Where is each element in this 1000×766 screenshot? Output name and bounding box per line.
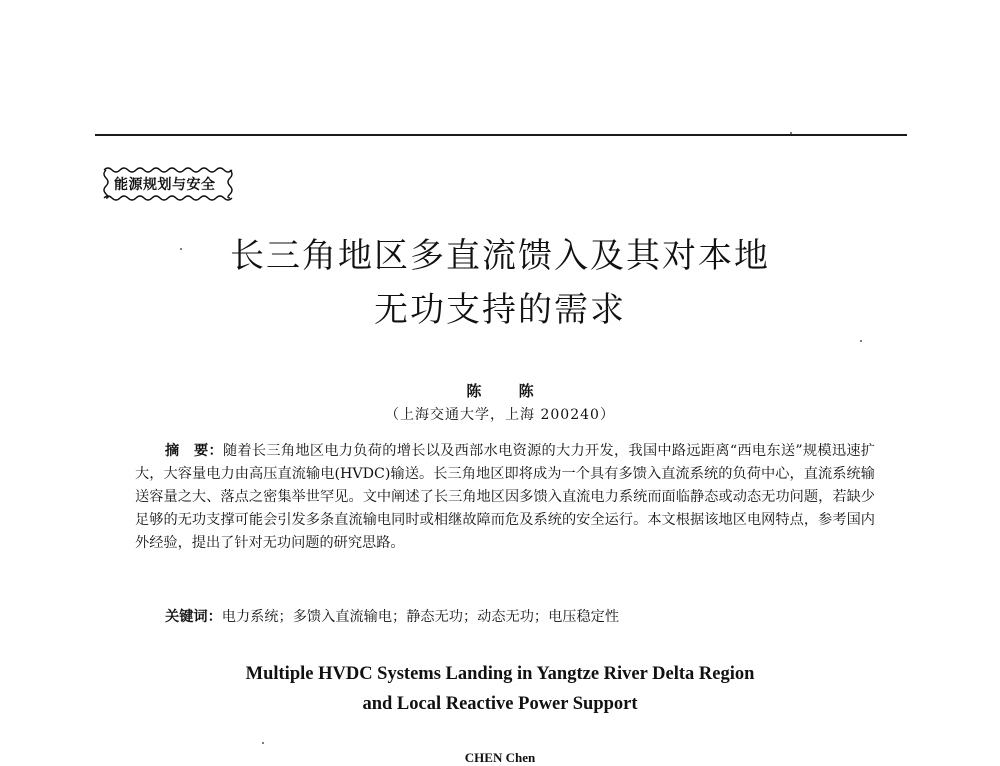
english-title-line-2: and Local Reactive Power Support: [362, 694, 638, 714]
header-rule: [95, 134, 907, 136]
section-tag-label: 能源规划与安全: [114, 177, 216, 193]
scan-speck: [180, 248, 182, 250]
keywords-label: 关键词：: [165, 609, 222, 625]
abstract-label: 摘 要：: [165, 443, 223, 459]
section-tag: [100, 165, 236, 203]
english-title-line-1: Multiple HVDC Systems Landing in Yangtze River Delta Region: [245, 664, 755, 684]
scan-speck: [262, 742, 264, 744]
paper-title-line-1: 长三角地区多直流馈入及其对本地: [230, 236, 770, 276]
keywords-text: 电力系统；多馈入直流输电；静态无功；动态无功；电压稳定性: [221, 609, 620, 625]
scan-speck: [860, 340, 862, 342]
scan-speck: [790, 132, 792, 134]
abstract: [135, 440, 875, 555]
keywords: [165, 606, 619, 629]
abstract-text: 随着长三角地区电力负荷的增长以及西部水电资源的大力开发，我国中路远距离“西电东送”规模迅速扩大，大容量电力由高压直流输电(HVDC)输送。长三角地区即将成为一个具有多馈入直流系统的负荷中心，直流系统输送容量之大、落点之密集举世罕见。文中阐述了长三角地区因多馈入直流电力系统而面临静态或动态无功问题，若缺少足够的无功支撑可能会引发多条直流输电同时或相继故障而危及系统的安全运行。本文根据该地区电网特点，参考国内外经验，提出了针对无功问题的研究思路。: [135, 443, 875, 551]
author-affiliation: （上海交通大学，上海 200240）: [385, 407, 615, 423]
author-name: 陈 陈: [466, 382, 550, 400]
english-author: CHEN Chen: [464, 750, 536, 765]
paper-title-line-2: 无功支持的需求: [374, 290, 626, 330]
